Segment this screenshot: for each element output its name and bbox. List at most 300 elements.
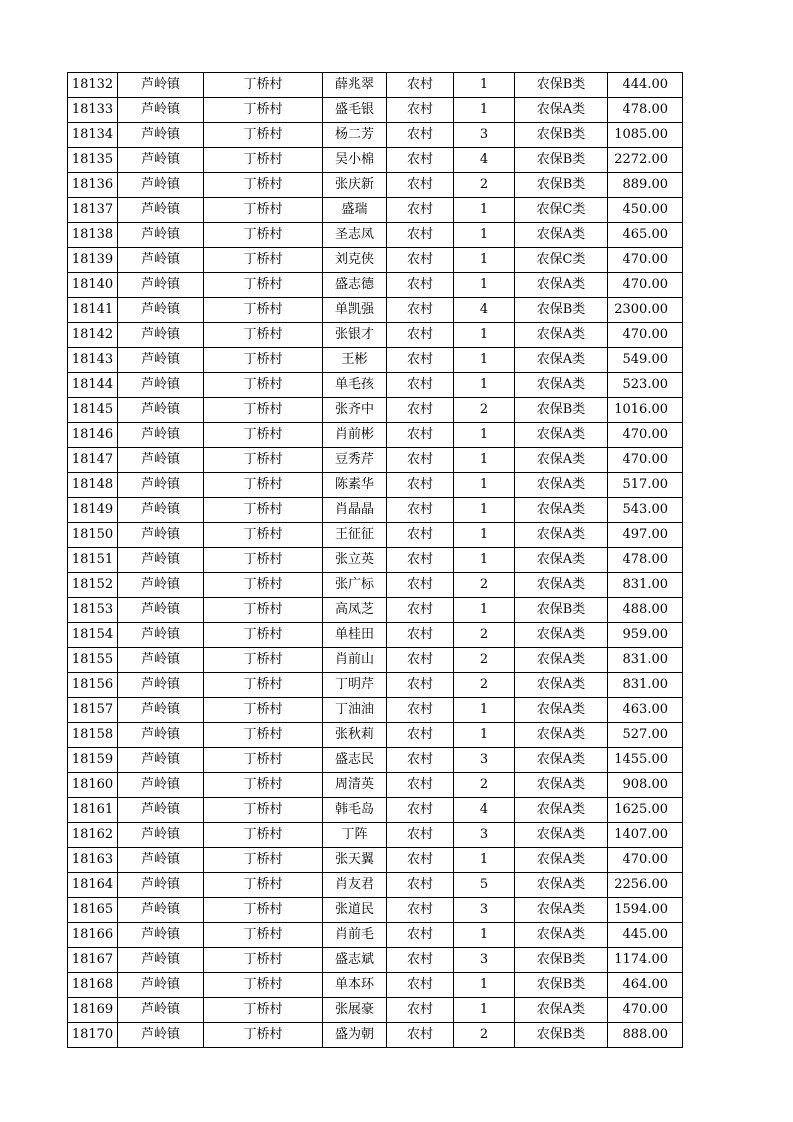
table-row — [68, 973, 683, 998]
cell-person-name: 丁明芹 — [323, 673, 387, 698]
cell-insurance-category: 农保B类 — [515, 973, 608, 998]
cell-household-count: 1 — [454, 698, 515, 723]
table-row — [68, 123, 683, 148]
cell-amount: 470.00 — [608, 248, 683, 273]
cell-insurance-category: 农保A类 — [515, 273, 608, 298]
cell-person-name: 盛志德 — [323, 273, 387, 298]
cell-area-type: 农村 — [387, 423, 454, 448]
cell-insurance-category: 农保A类 — [515, 448, 608, 473]
cell-household-count: 2 — [454, 673, 515, 698]
table-row — [68, 323, 683, 348]
cell-amount: 1455.00 — [608, 748, 683, 773]
cell-household-count: 3 — [454, 823, 515, 848]
cell-person-name: 肖前彬 — [323, 423, 387, 448]
cell-household-count: 1 — [454, 273, 515, 298]
cell-person-name: 单桂田 — [323, 623, 387, 648]
cell-record-id: 18165 — [68, 898, 118, 923]
cell-town: 芦岭镇 — [118, 348, 204, 373]
cell-insurance-category: 农保A类 — [515, 98, 608, 123]
cell-record-id: 18166 — [68, 923, 118, 948]
cell-insurance-category: 农保A类 — [515, 548, 608, 573]
cell-record-id: 18137 — [68, 198, 118, 223]
cell-amount: 445.00 — [608, 923, 683, 948]
cell-amount: 831.00 — [608, 673, 683, 698]
cell-record-id: 18141 — [68, 298, 118, 323]
cell-insurance-category: 农保A类 — [515, 673, 608, 698]
cell-area-type: 农村 — [387, 148, 454, 173]
cell-insurance-category: 农保A类 — [515, 798, 608, 823]
table-row — [68, 298, 683, 323]
table-row — [68, 748, 683, 773]
cell-town: 芦岭镇 — [118, 423, 204, 448]
cell-person-name: 张天翼 — [323, 848, 387, 873]
cell-person-name: 张秋莉 — [323, 723, 387, 748]
cell-person-name: 王彬 — [323, 348, 387, 373]
cell-record-id: 18162 — [68, 823, 118, 848]
cell-town: 芦岭镇 — [118, 498, 204, 523]
cell-town: 芦岭镇 — [118, 648, 204, 673]
cell-insurance-category: 农保B类 — [515, 1023, 608, 1048]
cell-amount: 2272.00 — [608, 148, 683, 173]
cell-area-type: 农村 — [387, 98, 454, 123]
cell-amount: 1085.00 — [608, 123, 683, 148]
cell-insurance-category: 农保A类 — [515, 898, 608, 923]
cell-insurance-category: 农保A类 — [515, 223, 608, 248]
table-row — [68, 248, 683, 273]
cell-town: 芦岭镇 — [118, 923, 204, 948]
cell-village: 丁桥村 — [204, 1023, 323, 1048]
cell-amount: 959.00 — [608, 623, 683, 648]
cell-insurance-category: 农保A类 — [515, 323, 608, 348]
cell-village: 丁桥村 — [204, 623, 323, 648]
cell-household-count: 4 — [454, 148, 515, 173]
cell-village: 丁桥村 — [204, 898, 323, 923]
cell-town: 芦岭镇 — [118, 448, 204, 473]
cell-town: 芦岭镇 — [118, 848, 204, 873]
table-row — [68, 873, 683, 898]
cell-area-type: 农村 — [387, 623, 454, 648]
cell-village: 丁桥村 — [204, 248, 323, 273]
cell-person-name: 肖晶晶 — [323, 498, 387, 523]
cell-village: 丁桥村 — [204, 848, 323, 873]
cell-person-name: 盛志民 — [323, 748, 387, 773]
table-row — [68, 523, 683, 548]
cell-amount: 908.00 — [608, 773, 683, 798]
cell-town: 芦岭镇 — [118, 73, 204, 98]
cell-amount: 444.00 — [608, 73, 683, 98]
cell-insurance-category: 农保B类 — [515, 123, 608, 148]
cell-person-name: 杨二芳 — [323, 123, 387, 148]
cell-amount: 488.00 — [608, 598, 683, 623]
cell-village: 丁桥村 — [204, 998, 323, 1023]
cell-amount: 527.00 — [608, 723, 683, 748]
cell-household-count: 1 — [454, 323, 515, 348]
cell-town: 芦岭镇 — [118, 473, 204, 498]
cell-insurance-category: 农保B类 — [515, 948, 608, 973]
cell-insurance-category: 农保A类 — [515, 423, 608, 448]
cell-amount: 831.00 — [608, 573, 683, 598]
cell-area-type: 农村 — [387, 598, 454, 623]
cell-person-name: 张齐中 — [323, 398, 387, 423]
cell-town: 芦岭镇 — [118, 198, 204, 223]
cell-town: 芦岭镇 — [118, 823, 204, 848]
table-row — [68, 773, 683, 798]
cell-record-id: 18143 — [68, 348, 118, 373]
cell-household-count: 5 — [454, 873, 515, 898]
cell-area-type: 农村 — [387, 348, 454, 373]
cell-town: 芦岭镇 — [118, 973, 204, 998]
cell-person-name: 陈素华 — [323, 473, 387, 498]
cell-village: 丁桥村 — [204, 123, 323, 148]
table-row — [68, 573, 683, 598]
cell-record-id: 18151 — [68, 548, 118, 573]
cell-area-type: 农村 — [387, 873, 454, 898]
cell-amount: 2300.00 — [608, 298, 683, 323]
cell-amount: 470.00 — [608, 848, 683, 873]
cell-area-type: 农村 — [387, 998, 454, 1023]
cell-amount: 497.00 — [608, 523, 683, 548]
cell-village: 丁桥村 — [204, 73, 323, 98]
cell-area-type: 农村 — [387, 973, 454, 998]
cell-person-name: 单毛孩 — [323, 373, 387, 398]
table-row — [68, 223, 683, 248]
cell-area-type: 农村 — [387, 698, 454, 723]
table-row — [68, 598, 683, 623]
cell-household-count: 2 — [454, 648, 515, 673]
cell-area-type: 农村 — [387, 673, 454, 698]
cell-record-id: 18145 — [68, 398, 118, 423]
cell-village: 丁桥村 — [204, 523, 323, 548]
cell-village: 丁桥村 — [204, 348, 323, 373]
cell-amount: 463.00 — [608, 698, 683, 723]
cell-area-type: 农村 — [387, 448, 454, 473]
cell-village: 丁桥村 — [204, 148, 323, 173]
cell-record-id: 18167 — [68, 948, 118, 973]
cell-person-name: 盛瑞 — [323, 198, 387, 223]
table-row — [68, 398, 683, 423]
cell-household-count: 1 — [454, 348, 515, 373]
cell-person-name: 高凤芝 — [323, 598, 387, 623]
cell-insurance-category: 农保A类 — [515, 523, 608, 548]
cell-insurance-category: 农保A类 — [515, 348, 608, 373]
cell-person-name: 张庆新 — [323, 173, 387, 198]
table-row — [68, 448, 683, 473]
cell-person-name: 圣志凤 — [323, 223, 387, 248]
cell-insurance-category: 农保A类 — [515, 623, 608, 648]
cell-village: 丁桥村 — [204, 398, 323, 423]
cell-amount: 1625.00 — [608, 798, 683, 823]
table-row — [68, 1023, 683, 1048]
cell-record-id: 18169 — [68, 998, 118, 1023]
cell-town: 芦岭镇 — [118, 173, 204, 198]
cell-village: 丁桥村 — [204, 548, 323, 573]
cell-household-count: 2 — [454, 773, 515, 798]
cell-household-count: 1 — [454, 223, 515, 248]
cell-town: 芦岭镇 — [118, 898, 204, 923]
cell-person-name: 丁阵 — [323, 823, 387, 848]
cell-village: 丁桥村 — [204, 648, 323, 673]
cell-area-type: 农村 — [387, 723, 454, 748]
cell-insurance-category: 农保A类 — [515, 873, 608, 898]
cell-record-id: 18158 — [68, 723, 118, 748]
cell-household-count: 1 — [454, 923, 515, 948]
cell-person-name: 肖前毛 — [323, 923, 387, 948]
cell-town: 芦岭镇 — [118, 223, 204, 248]
cell-town: 芦岭镇 — [118, 673, 204, 698]
cell-insurance-category: 农保B类 — [515, 398, 608, 423]
cell-town: 芦岭镇 — [118, 998, 204, 1023]
cell-town: 芦岭镇 — [118, 1023, 204, 1048]
cell-household-count: 1 — [454, 548, 515, 573]
cell-person-name: 张立英 — [323, 548, 387, 573]
cell-amount: 465.00 — [608, 223, 683, 248]
cell-household-count: 3 — [454, 898, 515, 923]
cell-household-count: 4 — [454, 798, 515, 823]
cell-record-id: 18160 — [68, 773, 118, 798]
cell-amount: 470.00 — [608, 423, 683, 448]
cell-record-id: 18138 — [68, 223, 118, 248]
cell-insurance-category: 农保B类 — [515, 298, 608, 323]
cell-area-type: 农村 — [387, 773, 454, 798]
cell-record-id: 18159 — [68, 748, 118, 773]
cell-record-id: 18147 — [68, 448, 118, 473]
cell-area-type: 农村 — [387, 848, 454, 873]
cell-town: 芦岭镇 — [118, 798, 204, 823]
table-row — [68, 473, 683, 498]
cell-village: 丁桥村 — [204, 773, 323, 798]
cell-household-count: 1 — [454, 98, 515, 123]
cell-area-type: 农村 — [387, 948, 454, 973]
cell-village: 丁桥村 — [204, 673, 323, 698]
cell-record-id: 18146 — [68, 423, 118, 448]
cell-record-id: 18155 — [68, 648, 118, 673]
cell-household-count: 4 — [454, 298, 515, 323]
cell-household-count: 1 — [454, 998, 515, 1023]
cell-record-id: 18157 — [68, 698, 118, 723]
cell-insurance-category: 农保C类 — [515, 198, 608, 223]
cell-person-name: 单凯强 — [323, 298, 387, 323]
table-row — [68, 898, 683, 923]
cell-town: 芦岭镇 — [118, 698, 204, 723]
cell-amount: 1174.00 — [608, 948, 683, 973]
cell-insurance-category: 农保A类 — [515, 648, 608, 673]
cell-town: 芦岭镇 — [118, 873, 204, 898]
cell-record-id: 18154 — [68, 623, 118, 648]
cell-town: 芦岭镇 — [118, 298, 204, 323]
cell-person-name: 盛志斌 — [323, 948, 387, 973]
table-row — [68, 848, 683, 873]
cell-village: 丁桥村 — [204, 748, 323, 773]
cell-village: 丁桥村 — [204, 98, 323, 123]
cell-town: 芦岭镇 — [118, 523, 204, 548]
cell-person-name: 单本环 — [323, 973, 387, 998]
table-row — [68, 98, 683, 123]
cell-area-type: 农村 — [387, 1023, 454, 1048]
cell-record-id: 18156 — [68, 673, 118, 698]
cell-amount: 478.00 — [608, 548, 683, 573]
cell-household-count: 1 — [454, 198, 515, 223]
table-row — [68, 923, 683, 948]
cell-village: 丁桥村 — [204, 823, 323, 848]
cell-area-type: 农村 — [387, 273, 454, 298]
cell-household-count: 1 — [454, 498, 515, 523]
cell-amount: 517.00 — [608, 473, 683, 498]
table-row — [68, 273, 683, 298]
cell-insurance-category: 农保A类 — [515, 698, 608, 723]
cell-insurance-category: 农保A类 — [515, 723, 608, 748]
cell-insurance-category: 农保A类 — [515, 998, 608, 1023]
cell-person-name: 丁油油 — [323, 698, 387, 723]
cell-record-id: 18133 — [68, 98, 118, 123]
cell-insurance-category: 农保B类 — [515, 173, 608, 198]
cell-record-id: 18132 — [68, 73, 118, 98]
cell-person-name: 刘克侠 — [323, 248, 387, 273]
cell-insurance-category: 农保B类 — [515, 73, 608, 98]
cell-person-name: 盛毛银 — [323, 98, 387, 123]
cell-village: 丁桥村 — [204, 498, 323, 523]
cell-area-type: 农村 — [387, 823, 454, 848]
cell-household-count: 3 — [454, 123, 515, 148]
table-row — [68, 373, 683, 398]
cell-household-count: 1 — [454, 448, 515, 473]
cell-area-type: 农村 — [387, 73, 454, 98]
cell-amount: 470.00 — [608, 448, 683, 473]
cell-household-count: 3 — [454, 748, 515, 773]
cell-area-type: 农村 — [387, 548, 454, 573]
cell-amount: 888.00 — [608, 1023, 683, 1048]
cell-record-id: 18136 — [68, 173, 118, 198]
cell-household-count: 3 — [454, 948, 515, 973]
cell-area-type: 农村 — [387, 573, 454, 598]
cell-amount: 1016.00 — [608, 398, 683, 423]
cell-village: 丁桥村 — [204, 698, 323, 723]
cell-village: 丁桥村 — [204, 448, 323, 473]
cell-person-name: 韩毛岛 — [323, 798, 387, 823]
cell-village: 丁桥村 — [204, 948, 323, 973]
table-row — [68, 198, 683, 223]
cell-household-count: 2 — [454, 573, 515, 598]
cell-village: 丁桥村 — [204, 573, 323, 598]
cell-town: 芦岭镇 — [118, 398, 204, 423]
cell-insurance-category: 农保A类 — [515, 923, 608, 948]
cell-village: 丁桥村 — [204, 173, 323, 198]
cell-household-count: 1 — [454, 723, 515, 748]
cell-household-count: 1 — [454, 373, 515, 398]
cell-household-count: 2 — [454, 1023, 515, 1048]
cell-insurance-category: 农保A类 — [515, 748, 608, 773]
cell-record-id: 18153 — [68, 598, 118, 623]
cell-town: 芦岭镇 — [118, 623, 204, 648]
cell-area-type: 农村 — [387, 248, 454, 273]
cell-record-id: 18134 — [68, 123, 118, 148]
table-row — [68, 698, 683, 723]
cell-area-type: 农村 — [387, 298, 454, 323]
cell-village: 丁桥村 — [204, 198, 323, 223]
cell-town: 芦岭镇 — [118, 723, 204, 748]
cell-town: 芦岭镇 — [118, 773, 204, 798]
cell-village: 丁桥村 — [204, 598, 323, 623]
cell-village: 丁桥村 — [204, 423, 323, 448]
cell-village: 丁桥村 — [204, 223, 323, 248]
cell-area-type: 农村 — [387, 523, 454, 548]
cell-area-type: 农村 — [387, 173, 454, 198]
cell-village: 丁桥村 — [204, 873, 323, 898]
cell-town: 芦岭镇 — [118, 323, 204, 348]
cell-person-name: 肖友君 — [323, 873, 387, 898]
cell-record-id: 18140 — [68, 273, 118, 298]
cell-person-name: 豆秀芹 — [323, 448, 387, 473]
cell-village: 丁桥村 — [204, 923, 323, 948]
cell-record-id: 18149 — [68, 498, 118, 523]
cell-area-type: 农村 — [387, 473, 454, 498]
table-row — [68, 73, 683, 98]
cell-area-type: 农村 — [387, 223, 454, 248]
cell-insurance-category: 农保A类 — [515, 848, 608, 873]
cell-record-id: 18139 — [68, 248, 118, 273]
cell-town: 芦岭镇 — [118, 548, 204, 573]
cell-household-count: 2 — [454, 623, 515, 648]
cell-record-id: 18163 — [68, 848, 118, 873]
cell-town: 芦岭镇 — [118, 573, 204, 598]
table-row — [68, 548, 683, 573]
cell-record-id: 18170 — [68, 1023, 118, 1048]
cell-village: 丁桥村 — [204, 798, 323, 823]
table-row — [68, 148, 683, 173]
cell-insurance-category: 农保B类 — [515, 598, 608, 623]
cell-record-id: 18164 — [68, 873, 118, 898]
cell-amount: 470.00 — [608, 323, 683, 348]
cell-town: 芦岭镇 — [118, 748, 204, 773]
cell-area-type: 农村 — [387, 898, 454, 923]
cell-person-name: 张道民 — [323, 898, 387, 923]
cell-amount: 470.00 — [608, 273, 683, 298]
cell-area-type: 农村 — [387, 398, 454, 423]
cell-amount: 1594.00 — [608, 898, 683, 923]
cell-amount: 470.00 — [608, 998, 683, 1023]
cell-area-type: 农村 — [387, 923, 454, 948]
table-row — [68, 673, 683, 698]
cell-town: 芦岭镇 — [118, 598, 204, 623]
cell-town: 芦岭镇 — [118, 148, 204, 173]
cell-town: 芦岭镇 — [118, 373, 204, 398]
cell-village: 丁桥村 — [204, 723, 323, 748]
cell-village: 丁桥村 — [204, 273, 323, 298]
table-row — [68, 173, 683, 198]
cell-town: 芦岭镇 — [118, 248, 204, 273]
cell-household-count: 1 — [454, 423, 515, 448]
cell-person-name: 张广标 — [323, 573, 387, 598]
cell-record-id: 18148 — [68, 473, 118, 498]
table-row — [68, 348, 683, 373]
cell-amount: 543.00 — [608, 498, 683, 523]
cell-household-count: 1 — [454, 973, 515, 998]
cell-person-name: 张银才 — [323, 323, 387, 348]
cell-person-name: 肖前山 — [323, 648, 387, 673]
cell-person-name: 吴小棉 — [323, 148, 387, 173]
cell-area-type: 农村 — [387, 373, 454, 398]
cell-household-count: 1 — [454, 598, 515, 623]
cell-amount: 2256.00 — [608, 873, 683, 898]
cell-record-id: 18142 — [68, 323, 118, 348]
cell-insurance-category: 农保C类 — [515, 248, 608, 273]
cell-town: 芦岭镇 — [118, 98, 204, 123]
cell-amount: 464.00 — [608, 973, 683, 998]
cell-person-name: 周清英 — [323, 773, 387, 798]
cell-insurance-category: 农保A类 — [515, 573, 608, 598]
cell-insurance-category: 农保B类 — [515, 148, 608, 173]
cell-record-id: 18135 — [68, 148, 118, 173]
cell-area-type: 农村 — [387, 123, 454, 148]
